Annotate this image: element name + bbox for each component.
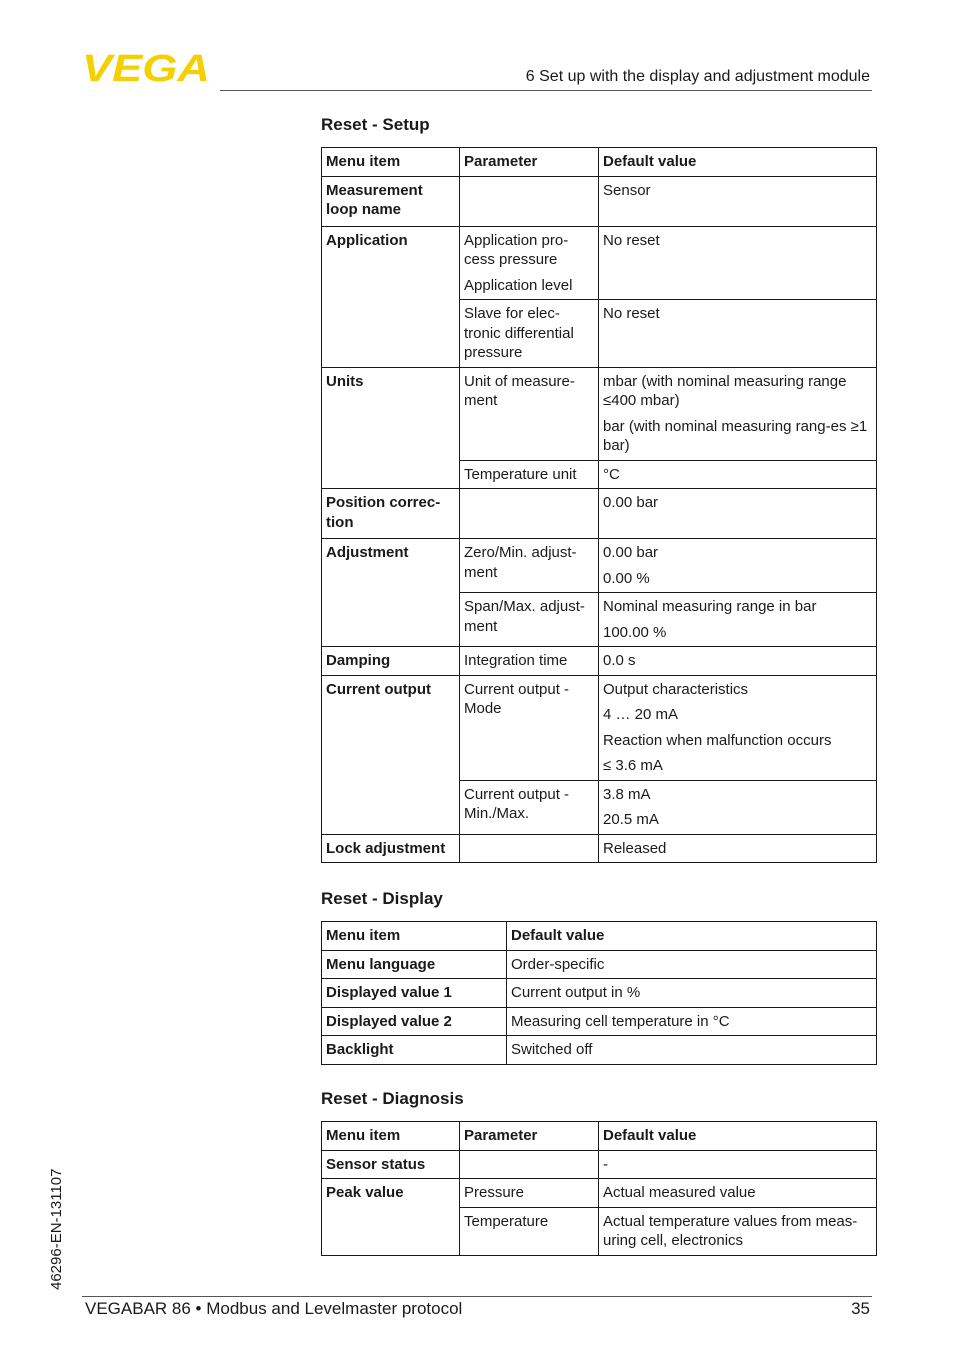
default-value-cell: Current output in % [507, 979, 877, 1008]
parameter-cell [460, 489, 599, 539]
parameter-line: Application level [464, 276, 573, 294]
column-header: Default value [599, 1122, 877, 1151]
menu-item-cell: Measurement loop name [322, 176, 460, 226]
table-row [322, 834, 877, 863]
table-row [322, 367, 877, 460]
footer-divider [82, 1296, 872, 1297]
default-value-cell [599, 780, 877, 834]
menu-item-cell: Adjustment [322, 539, 460, 647]
table-row [322, 489, 877, 539]
menu-item-cell: Peak value [322, 1179, 460, 1256]
table-row [322, 950, 877, 979]
table-header-row [322, 148, 877, 177]
parameter-cell: Span/Max. adjust-ment [460, 593, 599, 647]
parameter-cell [460, 834, 599, 863]
table-row [322, 176, 877, 226]
menu-item-cell: Sensor status [322, 1150, 460, 1179]
parameter-line: Application pro-cess pressure [464, 231, 569, 268]
default-value-cell: Sensor [599, 176, 877, 226]
default-value-cell: - [599, 1150, 877, 1179]
table-row [322, 979, 877, 1008]
default-value-cell: No reset [599, 300, 877, 368]
menu-item-cell: Backlight [322, 1036, 507, 1065]
table-row [322, 226, 877, 300]
column-header: Default value [599, 148, 877, 177]
default-value-line: ≤ 3.6 mA [603, 757, 663, 774]
table-row [322, 675, 877, 780]
table-row [322, 539, 877, 593]
parameter-cell: Pressure [460, 1179, 599, 1208]
chapter-title: 6 Set up with the display and adjustment module [525, 68, 870, 85]
default-value-line: Output characteristics [603, 680, 749, 698]
parameter-cell [460, 1150, 599, 1179]
default-value-line: 20.5 mA [603, 811, 659, 828]
parameter-cell: Zero/Min. adjust-ment [460, 539, 599, 593]
parameter-cell: Slave for elec-tronic differential pressure [460, 300, 599, 368]
reset-display-title: Reset - Display [321, 889, 443, 908]
menu-item-cell: Units [322, 367, 460, 489]
default-value-cell: 0.0 s [599, 647, 877, 676]
menu-item-cell: Menu language [322, 950, 507, 979]
default-value-cell [599, 367, 877, 460]
default-value-line: 100.00 % [603, 623, 667, 641]
table-row [322, 1007, 877, 1036]
default-value-cell: °C [599, 460, 877, 489]
parameter-cell: Integration time [460, 647, 599, 676]
parameter-cell: Current output - Min./Max. [460, 780, 599, 834]
reset-setup-table [321, 147, 877, 863]
parameter-cell: Temperature unit [460, 460, 599, 489]
column-header: Menu item [322, 922, 507, 951]
footer-product: VEGABAR 86 • Modbus and Levelmaster protocol [85, 1299, 463, 1318]
table-row [322, 1150, 877, 1179]
column-header: Menu item [322, 1122, 460, 1151]
default-value-cell: Order-specific [507, 950, 877, 979]
column-header: Menu item [322, 148, 460, 177]
default-value-line: mbar (with nominal measuring range ≤400 mbar) [603, 372, 847, 409]
reset-diagnosis-title: Reset - Diagnosis [321, 1089, 464, 1108]
parameter-cell [460, 226, 599, 300]
menu-item-cell: Lock adjustment [322, 834, 460, 863]
column-header: Default value [507, 922, 877, 951]
table-row [322, 647, 877, 676]
parameter-cell [460, 176, 599, 226]
default-value-line: Reaction when malfunction occurs [603, 731, 832, 749]
default-value-line: bar (with nominal measuring rang-es ≥1 bar) [603, 417, 868, 454]
column-header: Parameter [460, 1122, 599, 1151]
default-value-line: 0.00 bar [603, 544, 659, 561]
default-value-cell: 0.00 bar [599, 489, 877, 539]
default-value-cell [599, 675, 877, 780]
parameter-cell: Temperature [460, 1207, 599, 1255]
table-header-row [322, 1122, 877, 1151]
table-row [322, 1179, 877, 1208]
menu-item-cell: Current output [322, 675, 460, 834]
document-code: 46296-EN-131107 [48, 1168, 65, 1290]
default-value-cell: Actual measured value [599, 1179, 877, 1208]
default-value-cell [599, 593, 877, 647]
default-value-cell: Released [599, 834, 877, 863]
menu-item-cell: Displayed value 2 [322, 1007, 507, 1036]
page-number: 35 [851, 1299, 870, 1318]
header-divider [220, 90, 872, 91]
menu-item-cell: Application [322, 226, 460, 367]
table-row [322, 1036, 877, 1065]
reset-diagnosis-table [321, 1121, 877, 1256]
svg-text:VEGA: VEGA [82, 52, 210, 82]
default-value-line: 4 … 20 mA [603, 706, 679, 723]
vega-logo [82, 52, 212, 82]
default-value-cell: Measuring cell temperature in °C [507, 1007, 877, 1036]
parameter-cell: Current output - Mode [460, 675, 599, 780]
default-value-cell: Switched off [507, 1036, 877, 1065]
default-value-line: 3.8 mA [603, 785, 651, 803]
menu-item-cell: Damping [322, 647, 460, 676]
default-value-cell: Actual temperature values from meas-uring cell, electronics [599, 1207, 877, 1255]
menu-item-cell: Displayed value 1 [322, 979, 507, 1008]
reset-setup-title: Reset - Setup [321, 115, 430, 134]
table-header-row [322, 922, 877, 951]
menu-item-cell: Position correc-tion [322, 489, 460, 539]
default-value-line: Nominal measuring range in bar [603, 598, 817, 615]
default-value-cell [599, 539, 877, 593]
column-header: Parameter [460, 148, 599, 177]
parameter-cell: Unit of measure-ment [460, 367, 599, 460]
reset-display-table [321, 921, 877, 1065]
default-value-cell: No reset [599, 226, 877, 300]
default-value-line: 0.00 % [603, 569, 650, 587]
